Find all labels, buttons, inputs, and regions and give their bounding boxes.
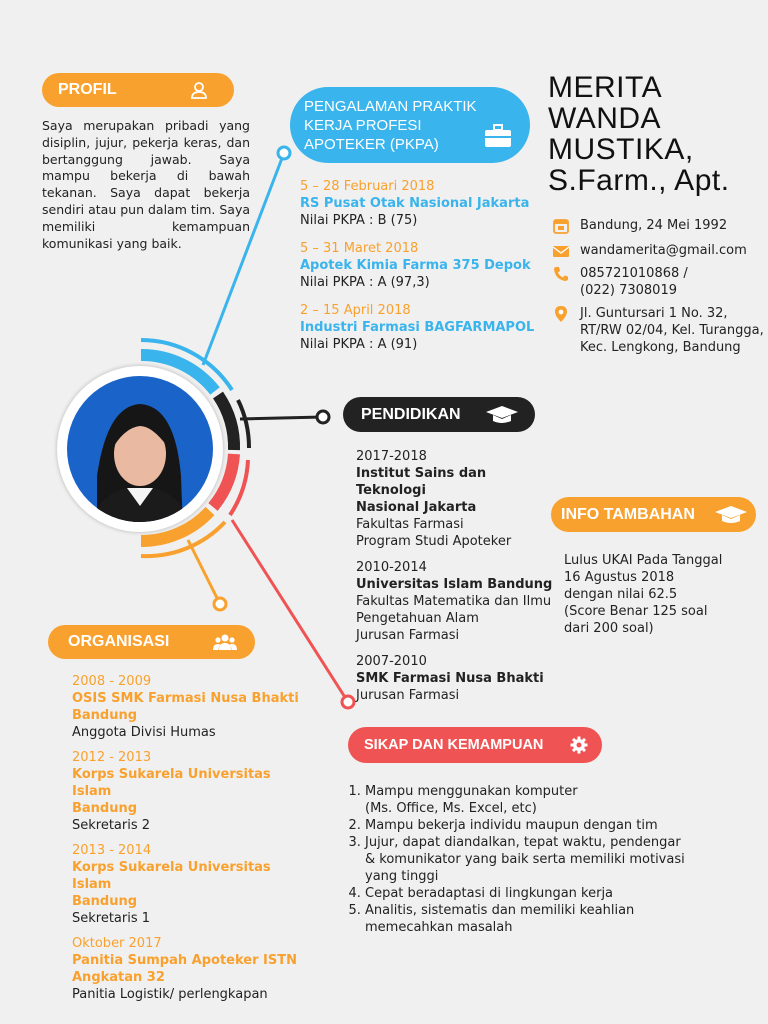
org-role: Sekretaris 1 <box>72 911 151 926</box>
skill-line: 5. Analitis, sistematis dan memiliki keahlian <box>365 903 635 918</box>
education-detail: Fakultas Matematika dan Ilmu <box>356 594 552 609</box>
profil-header <box>42 73 234 107</box>
person-name <box>548 72 763 196</box>
education-years: 2010-2014 <box>356 560 427 575</box>
location-pin-icon <box>552 305 570 323</box>
pendidikan-header <box>343 397 535 432</box>
pkpa-header <box>290 87 530 163</box>
pkpa-title-line2: KERJA PROFESI <box>304 116 422 134</box>
info-line: dari 200 soal) <box>564 621 654 636</box>
pendidikan-title: PENDIDIKAN <box>361 405 461 423</box>
info-line: Lulus UKAI Pada Tanggal <box>564 553 723 568</box>
pkpa-item <box>300 178 540 229</box>
skill-line: 1. Mampu menggunakan komputer <box>365 784 578 799</box>
pkpa-title-line1: PENGALAMAN PRAKTIK <box>304 97 477 115</box>
info-line: (Score Benar 125 soal <box>564 604 708 619</box>
org-years: 2008 - 2009 <box>72 674 152 689</box>
pkpa-title-line3: APOTEKER (PKPA) <box>304 135 439 153</box>
org-years: 2013 - 2014 <box>72 843 152 858</box>
education-school: Nasional Jakarta <box>356 500 477 515</box>
group-icon <box>213 632 237 652</box>
org-name: Panitia Sumpah Apoteker ISTN <box>72 953 297 968</box>
birth-text: Bandung, 24 Mei 1992 <box>580 218 728 233</box>
skill-line: 4. Cepat beradaptasi di lingkungan kerja <box>365 886 614 901</box>
phone-text <box>580 265 688 299</box>
education-years: 2007-2010 <box>356 654 427 669</box>
phone-row <box>552 265 688 299</box>
skill-item <box>365 783 708 817</box>
envelope-icon <box>552 242 570 260</box>
education-detail: Jurusan Farmasi <box>356 628 460 643</box>
org-years: Oktober 2017 <box>72 936 162 951</box>
org-years: 2012 - 2013 <box>72 750 152 765</box>
profil-title: PROFIL <box>58 81 117 98</box>
pkpa-place: RS Pusat Otak Nasional Jakarta <box>300 196 530 211</box>
education-detail: Pengetahuan Alam <box>356 611 479 626</box>
graduation-cap-icon <box>485 405 519 425</box>
pkpa-place: Apotek Kimia Farma 375 Depok <box>300 258 531 273</box>
org-name: Korps Sukarela Universitas Islam <box>72 767 271 799</box>
org-name: Korps Sukarela Universitas Islam <box>72 860 271 892</box>
profil-text: Saya merupakan pribadi yang disiplin, jujur, pekerja keras, dan bertanggung jawab. Saya mampu bekerja di bawah tekanan. Saya dapat bekerja sendiri atau pun dalam tim. Saya memiliki kemampuan komunikasi yang baik. <box>42 118 251 251</box>
organisasi-header <box>48 625 255 659</box>
info-title: INFO TAMBAHAN <box>561 505 695 523</box>
education-years: 2017-2018 <box>356 449 427 464</box>
graduation-cap-icon <box>714 505 748 525</box>
education-detail: Program Studi Apoteker <box>356 534 512 549</box>
education-item <box>356 448 556 550</box>
pkpa-score: Nilai PKPA : B (75) <box>300 213 418 228</box>
pkpa-item <box>300 240 540 291</box>
skill-line: (Ms. Office, Ms. Excel, etc) <box>365 801 537 816</box>
org-item <box>72 673 302 741</box>
pkpa-date: 5 – 31 Maret 2018 <box>300 241 419 256</box>
education-detail: Fakultas Farmasi <box>356 517 464 532</box>
pkpa-date: 2 – 15 April 2018 <box>300 303 411 318</box>
sikap-title: SIKAP DAN KEMAMPUAN <box>364 737 544 753</box>
org-item <box>72 935 302 1003</box>
skill-item <box>365 817 708 834</box>
education-school: Universitas Islam Bandung <box>356 577 553 592</box>
pkpa-place: Industri Farmasi BAGFARMAPOL <box>300 320 535 335</box>
phone-line: 085721010868 / <box>580 266 688 281</box>
name-line: MUSTIKA, <box>548 133 694 166</box>
pkpa-date: 5 – 28 Februari 2018 <box>300 179 435 194</box>
pkpa-score: Nilai PKPA : A (91) <box>300 337 418 352</box>
pkpa-list <box>300 178 540 353</box>
organisasi-list <box>72 673 302 1003</box>
org-item <box>72 749 302 834</box>
education-item <box>356 653 556 704</box>
sikap-list <box>348 783 708 936</box>
education-school: Institut Sains dan Teknologi <box>356 466 487 498</box>
org-name: Angkatan 32 <box>72 970 165 985</box>
info-line: dengan nilai 62.5 <box>564 587 678 602</box>
address-line: RT/RW 02/04, Kel. Turangga, <box>580 323 764 338</box>
info-header <box>551 497 756 532</box>
birth-row <box>552 217 727 235</box>
phone-line: (022) 7308019 <box>580 283 677 298</box>
pkpa-score: Nilai PKPA : A (97,3) <box>300 275 430 290</box>
organisasi-title: ORGANISASI <box>68 633 170 650</box>
address-line: Kec. Lengkong, Bandung <box>580 340 741 355</box>
education-detail: Jurusan Farmasi <box>356 688 460 703</box>
briefcase-icon <box>484 124 512 148</box>
info-text <box>564 552 754 637</box>
skill-line: & komunikator yang baik serta memiliki motivasi <box>365 852 685 867</box>
calendar-icon <box>552 217 570 235</box>
email-row <box>552 242 747 260</box>
pkpa-item <box>300 302 540 353</box>
org-role: Anggota Divisi Humas <box>72 725 216 740</box>
education-school: SMK Farmasi Nusa Bhakti <box>356 671 544 686</box>
gear-icon <box>570 736 588 754</box>
org-role: Panitia Logistik/ perlengkapan <box>72 987 268 1002</box>
org-item <box>72 842 302 927</box>
org-name: Bandung <box>72 801 138 816</box>
skill-line: yang tinggi <box>365 869 439 884</box>
name-line: MERITA <box>548 71 663 104</box>
skill-line: 2. Mampu bekerja individu maupun dengan tim <box>365 818 658 833</box>
info-line: 16 Agustus 2018 <box>564 570 675 585</box>
skill-line: memecahkan masalah <box>365 920 513 935</box>
skill-item <box>365 885 708 902</box>
org-name: Bandung <box>72 894 138 909</box>
skill-line: 3. Jujur, dapat diandalkan, tepat waktu, pendengar <box>365 835 681 850</box>
org-name: Bandung <box>72 708 138 723</box>
org-name: OSIS SMK Farmasi Nusa Bhakti <box>72 691 299 706</box>
profile-photo <box>57 366 223 532</box>
pendidikan-list <box>356 448 556 704</box>
email-text[interactable]: wandamerita@gmail.com <box>580 243 747 258</box>
sikap-header <box>348 727 602 763</box>
person-icon <box>190 81 208 99</box>
name-line: S.Farm., Apt. <box>548 164 730 197</box>
skill-item <box>365 834 708 885</box>
education-item <box>356 559 556 644</box>
address-text <box>580 305 764 356</box>
address-line: Jl. Guntursari 1 No. 32, <box>580 306 728 321</box>
skill-item <box>365 902 708 936</box>
name-line: WANDA <box>548 102 662 135</box>
org-role: Sekretaris 2 <box>72 818 151 833</box>
phone-icon <box>552 265 570 283</box>
address-row <box>552 305 764 356</box>
